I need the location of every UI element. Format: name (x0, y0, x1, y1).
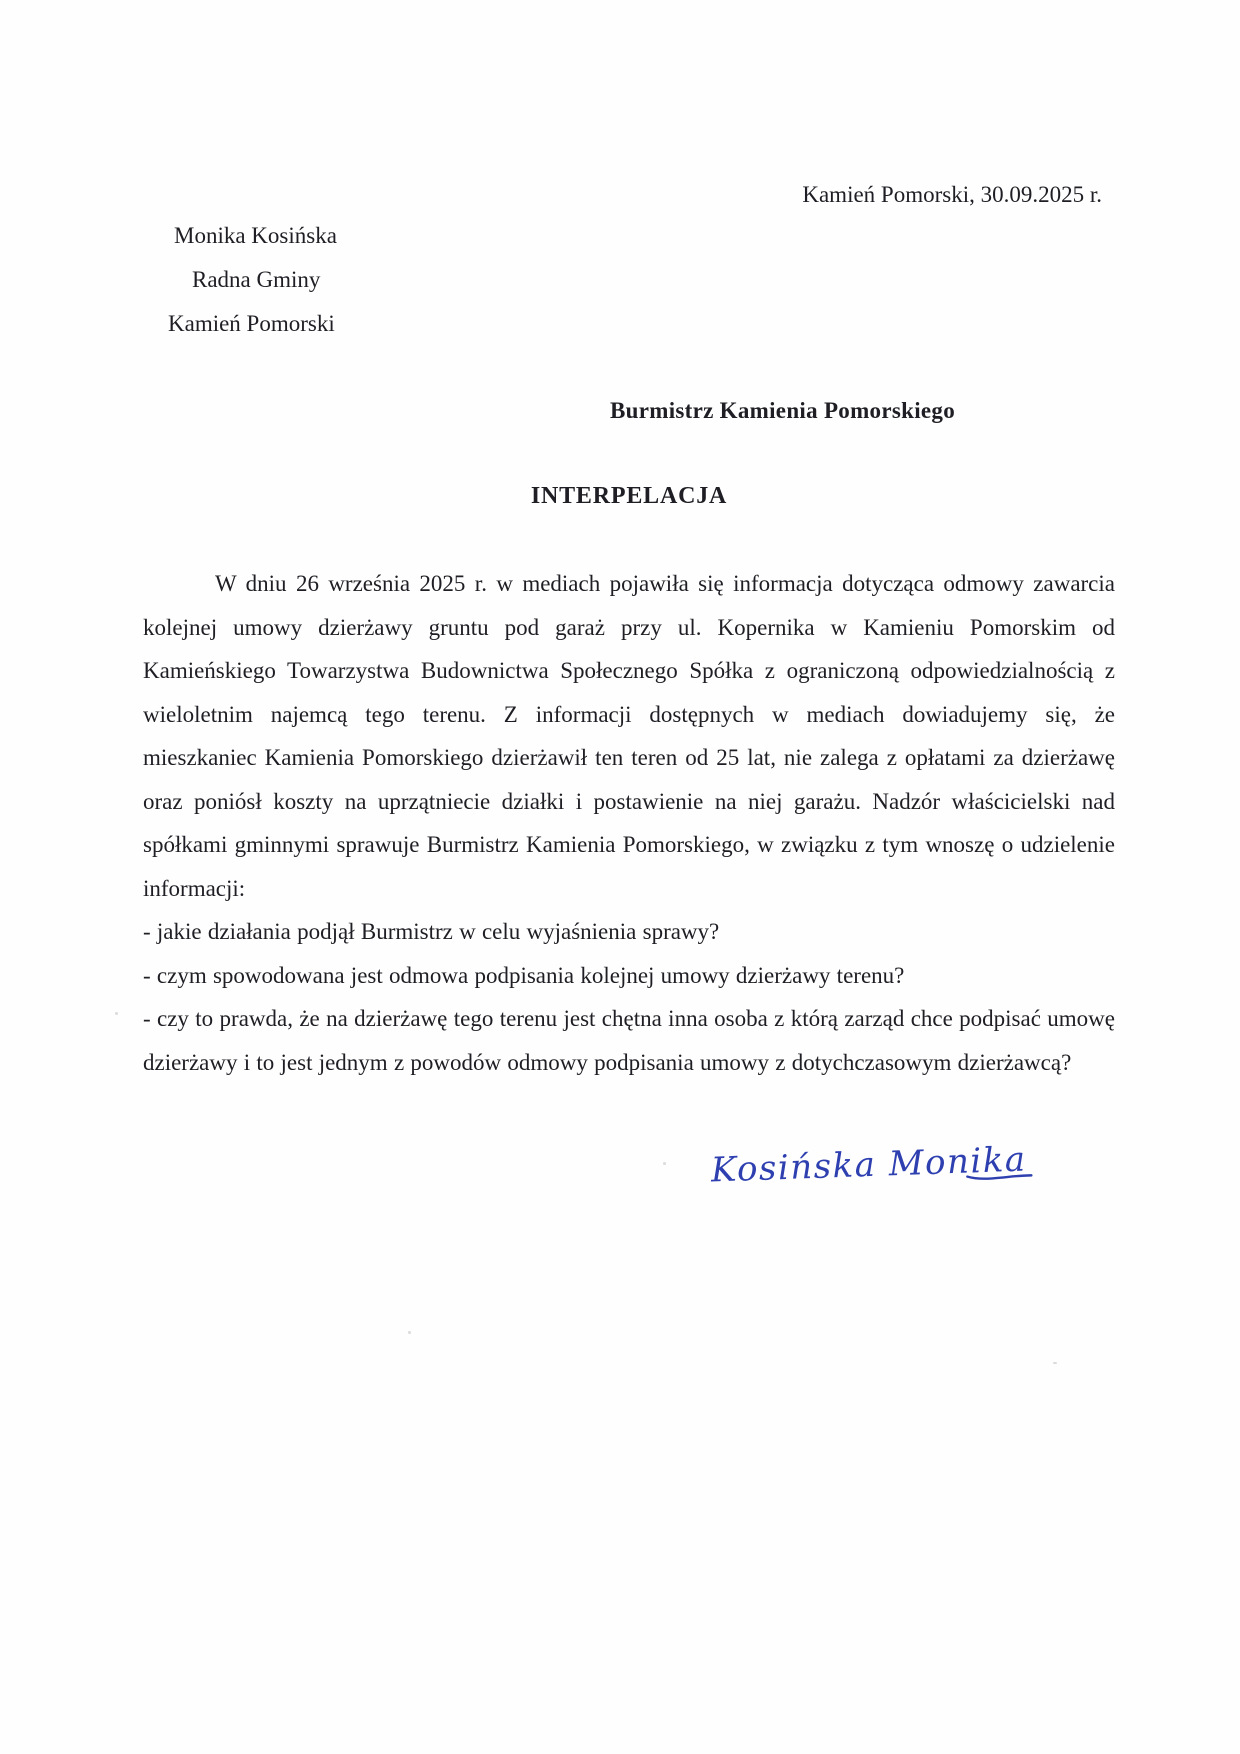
sender-name: Monika Kosińska (174, 223, 337, 248)
question-3: - czy to prawda, że na dzierżawę tego terenu jest chętna inna osoba z którą zarząd chce podpisać umowę dzierżawy i to jest jednym z powodów odmowy podpisania umowy z dotychczasowym dzierżawcą? (143, 1006, 1115, 1075)
sender-block (168, 214, 337, 346)
body-paragraph: W dniu 26 września 2025 r. w mediach pojawiła się informacja dotycząca odmowy zawarcia kolejnej umowy dzierżawy gruntu pod garaż przy ul. Kopernika w Kamieniu Pomorskim od Kamieńskiego Towarzystwa Budownictwa Społecznego Spółka z ograniczoną odpowiedzialnością z wieloletnim najemcą tego terenu. Z informacji dostępnych w mediach dowiadujemy się, że mieszkaniec Kamienia Pomorskiego dzierżawił ten teren od 25 lat, nie zalega z opłatami za dzierżawę oraz poniósł koszty na uprzątniecie działki i postawienie na niej garażu. Nadzór właścicielski nad spółkami gminnymi sprawuje Burmistrz Kamienia Pomorskiego, w związku z tym wnoszę o udzielenie informacji: (143, 571, 1115, 901)
letter-title: INTERPELACJA (530, 483, 728, 509)
question-2: - czym spowodowana jest odmowa podpisania kolejnej umowy dzierżawy terenu? (143, 962, 905, 988)
signature (705, 1128, 1035, 1208)
scan-speck (663, 1162, 666, 1165)
sender-role: Radna Gminy (192, 267, 321, 292)
date-line: Kamień Pomorski, 30.09.2025 r. (802, 182, 1102, 207)
addressee: Burmistrz Kamienia Pomorskiego (610, 398, 956, 423)
scan-speck (1053, 1362, 1057, 1364)
sender-city: Kamień Pomorski (168, 311, 335, 336)
signature-text: Kosińska Monika (710, 1139, 1028, 1191)
scan-speck (408, 1331, 411, 1334)
scan-speck (115, 1012, 118, 1015)
question-1: - jakie działania podjął Burmistrz w celu wyjaśnienia sprawy? (143, 919, 720, 944)
letter-body (143, 562, 1115, 1084)
